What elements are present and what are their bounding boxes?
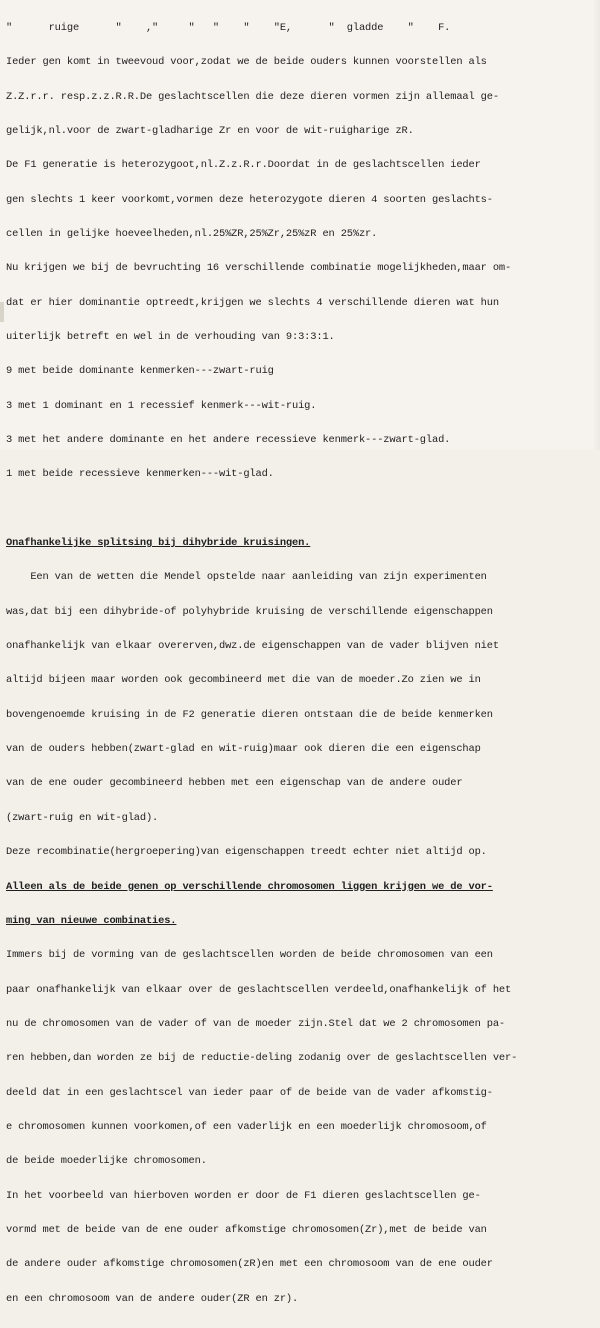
text-line-32: deeld dat in een geslachtscel van ieder paar of de beide van de vader afkomstig-	[6, 1086, 493, 1099]
page-left-mark	[0, 302, 4, 322]
text-line-2: Ieder gen komt in tweevoud voor,zodat we de beide ouders kunnen voorstellen als	[6, 56, 487, 69]
text-line-8: Nu krijgen we bij de bevruchting 16 verschillende combinatie mogelijkheden,maar om-	[6, 262, 512, 275]
text-line-7: cellen in gelijke hoeveelheden,nl.25%ZR,25%Zr,25%zR en 25%zr.	[6, 227, 378, 240]
text-line-18: was,dat bij een dihybride-of polyhybride kruising de verschillende eigenschappen	[6, 605, 493, 618]
page-edge-shadow	[592, 0, 600, 450]
text-line-11: 9 met beide dominante kenmerken---zwart-ruig	[6, 365, 274, 378]
text-line-33: e chromosomen kunnen voorkomen,of een vaderlijk en een moederlijk chromosoom,of	[6, 1120, 487, 1133]
text-line-14: 1 met beide recessieve kenmerken---wit-glad.	[6, 468, 274, 481]
emphasis-line-1: Alleen als de beide genen op verschillende chromosomen liggen krijgen we de vor-	[6, 880, 493, 893]
text-line-35: In het voorbeeld van hierboven worden er door de F1 dieren geslachtscellen ge-	[6, 1189, 481, 1202]
text-line-9: dat er hier dominantie optreedt,krijgen we slechts 4 verschillende dieren wat hun	[6, 296, 499, 309]
text-line-22: van de ouders hebben(zwart-glad en wit-ruig)maar ook dieren die een eigenschap	[6, 743, 481, 756]
text-line-1: " ruige " ," " " " "E, " gladde " F.	[6, 21, 451, 34]
text-line-38: en een chromosoom van de andere ouder(ZR en zr).	[6, 1292, 299, 1305]
text-line-17: Een van de wetten die Mendel opstelde naar aanleiding van zijn experimenten	[6, 571, 487, 584]
text-line-4: gelijk,nl.voor de zwart-gladharige Zr en voor de wit-ruigharige zR.	[6, 124, 414, 137]
text-line-30: nu de chromosomen van de vader of van de moeder zijn.Stel dat we 2 chromosomen pa-	[6, 1017, 506, 1030]
section-heading: Onafhankelijke splitsing bij dihybride kruisingen.	[6, 537, 311, 550]
text-line-10: uiterlijk betreft en wel in de verhouding van 9:3:3:1.	[6, 331, 335, 343]
text-line-25: Deze recombinatie(hergroepering)van eigenschappen treedt echter niet altijd op.	[6, 846, 487, 859]
text-line-12: 3 met 1 dominant en 1 recessief kenmerk---wit-ruig.	[6, 399, 317, 412]
text-line-37: de andere ouder afkomstige chromosomen(zR)en met een chromosoom van de ene ouder	[6, 1258, 493, 1271]
text-line-36: vormd met de beide van de ene ouder afkomstige chromosomen(Zr),met de beide van	[6, 1223, 487, 1236]
text-line-21: bovengenoemde kruising in de F2 generatie dieren ontstaan die de beide kenmerken	[6, 708, 493, 721]
text-line-13: 3 met het andere dominante en het andere recessieve kenmerk---zwart-glad.	[6, 434, 451, 447]
text-line-20: altijd bijeen maar worden ook gecombineerd met die van de moeder.Zo zien we in	[6, 674, 481, 687]
document-text	[6, 0, 594, 1328]
text-line-29: paar onafhankelijk van elkaar over de geslachtscellen verdeeld,onafhankelijk of het	[6, 983, 512, 996]
text-line-6: gen slechts 1 keer voorkomt,vormen deze heterozygote dieren 4 soorten geslachts-	[6, 193, 493, 206]
text-line-5: De F1 generatie is heterozygoot,nl.Z.z.R.r.Doordat in de geslachtscellen ieder	[6, 159, 481, 172]
text-line-31: ren hebben,dan worden ze bij de reductie-deling zodanig over de geslachtscellen ver-	[6, 1052, 518, 1065]
text-line-23: van de ene ouder gecombineerd hebben met een eigenschap van de andere ouder	[6, 777, 463, 790]
text-line-34: de beide moederlijke chromosomen.	[6, 1155, 207, 1168]
text-line-15	[6, 504, 594, 515]
text-line-19: onafhankelijk van elkaar overerven,dwz.de eigenschappen van de vader blijven niet	[6, 640, 499, 653]
emphasis-line-2: ming van nieuwe combinaties.	[6, 914, 177, 927]
text-line-3: Z.Z.r.r. resp.z.z.R.R.De geslachtscellen die deze dieren vormen zijn allemaal ge-	[6, 90, 499, 103]
text-line-28: Immers bij de vorming van de geslachtscellen worden de beide chromosomen van een	[6, 949, 493, 962]
text-line-24: (zwart-ruig en wit-glad).	[6, 811, 159, 824]
